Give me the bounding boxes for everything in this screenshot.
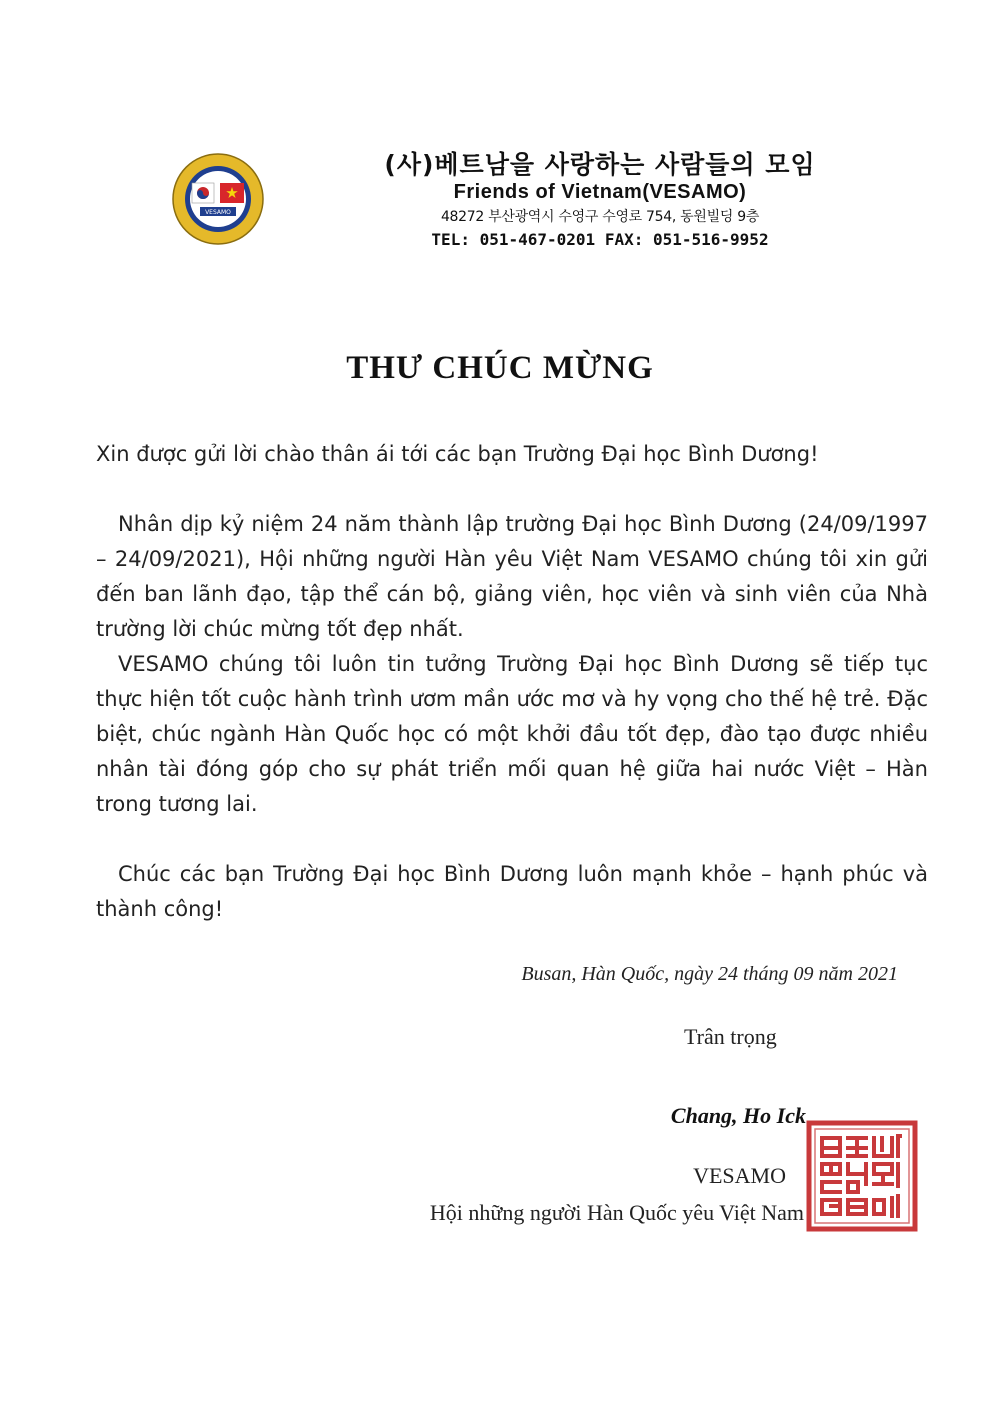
org-korean-name: (사)베트남을 사랑하는 사람들의 모임 [384,150,816,179]
signer-org-short: VESAMO [693,1163,786,1188]
org-address: 48272 부산광역시 수영구 수영로 754, 동원빌딩 9층 [440,209,760,225]
vesamo-logo-icon [170,153,266,245]
letter-closing: Trân trọng [684,1024,777,1049]
letter-paragraph-3: Chúc các bạn Trường Đại học Bình Dương luôn mạnh khỏe – hạnh phúc và thành công! [96,862,928,921]
letter-title: THƯ CHÚC MỪNG [346,350,654,386]
signer-name: Chang, Ho Ick [670,1103,806,1128]
letter-greeting: Xin được gửi lời chào thân ái tới các bạn Trường Đại học Bình Dương! [96,442,819,466]
letter-paragraph-1: Nhân dịp kỷ niệm 24 năm thành lập trường Đại học Bình Dương (24/09/1997 – 24/09/2021), Hội những người Hàn yêu Việt Nam VESAMO chúng tôi xin gửi đến ban lãnh đạo, tập thể cán bộ, giảng viên, học viên và sinh viên của Nhà trường lời chúc mừng tốt đẹp nhất. [96,512,928,641]
org-contact: TEL: 051-467-0201 FAX: 051-516-9952 [431,230,769,249]
signer-org-vietnamese: Hội những người Hàn Quốc yêu Việt Nam [429,1200,804,1225]
svg-text:VESAMO: VESAMO [205,209,231,216]
red-seal-stamp-icon [806,1120,918,1232]
letter-paragraph-2: VESAMO chúng tôi luôn tin tưởng Trường Đại học Bình Dương sẽ tiếp tục thực hiện tốt cuộc hành trình ươm mần ước mơ và hy vọng cho thế hệ trẻ. Đặc biệt, chúc ngành Hàn Quốc học có một khởi đầu tốt đẹp, đào tạo được nhiều nhân tài đóng góp cho sự phát triển mối quan hệ giữa hai nước Việt – Hàn trong tương lai. [96,652,928,816]
letter-dateline: Busan, Hàn Quốc, ngày 24 tháng 09 năm 2021 [521,963,898,985]
org-english-name: Friends of Vietnam(VESAMO) [453,181,747,203]
